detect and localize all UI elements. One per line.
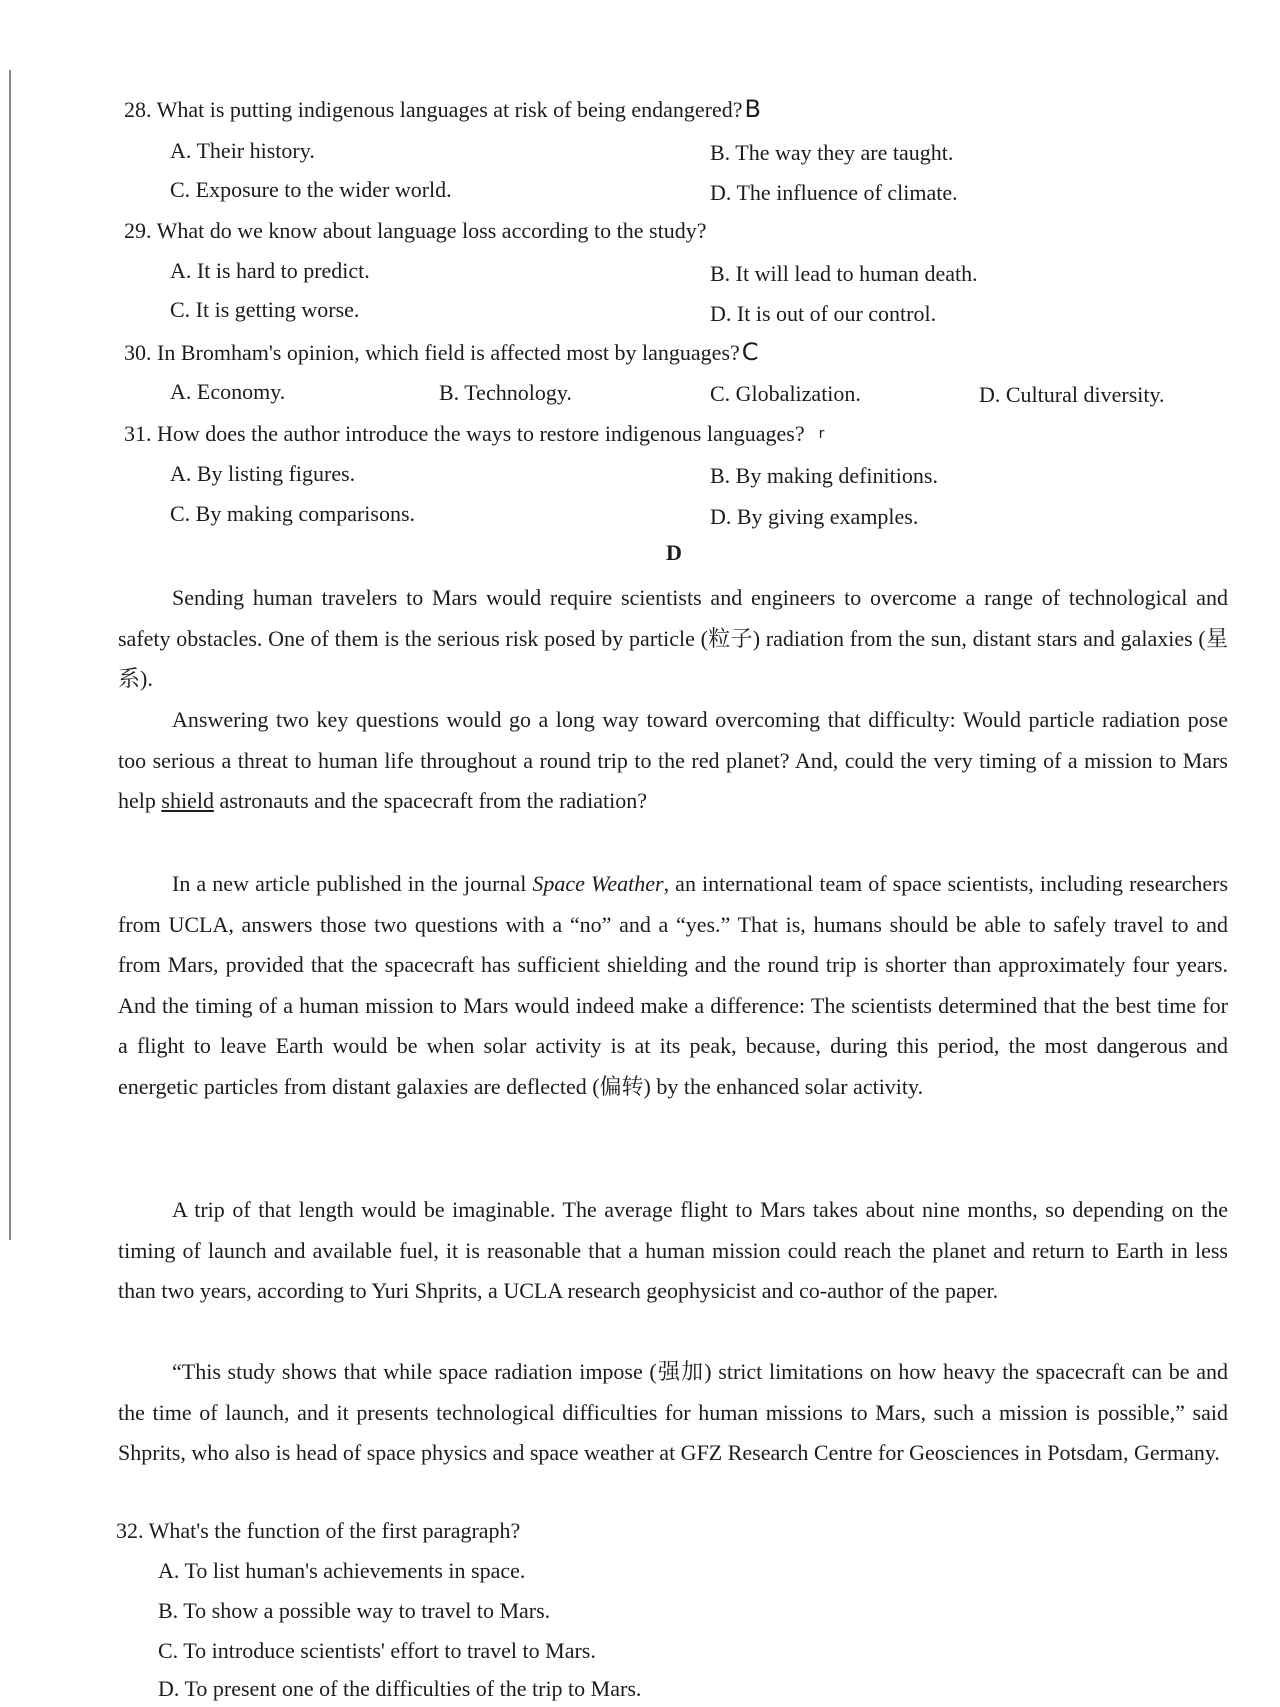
q28-option-b: B. The way they are taught. — [710, 140, 954, 165]
q32-option-b: B. To show a possible way to travel to Mars. — [158, 1598, 551, 1623]
q30-option-b: B. Technology. — [439, 380, 572, 405]
q28-option-c: C. Exposure to the wider world. — [170, 177, 452, 202]
q31-option-b: B. By making definitions. — [710, 463, 938, 488]
paragraph-3-text-end: , an international team of space scientists, including researchers from UCLA, answers those two questions with a “no” and a “yes.” That is, humans should be able to safely travel to and from Mars, provided that the spacecraft has sufficient shielding and the round trip is shorter than approximately four years. And the timing of a human mission to Mars would indeed make a difference: The scientists determined that the best time for a flight to leave Earth would be when solar activity is at its peak, because, during this period, the most dangerous and energetic particles from distant galaxies are deflected (偏转) by the enhanced solar activity. — [118, 871, 1229, 1099]
passage-paragraph-2 — [118, 700, 1228, 822]
paragraph-2-text-end: astronauts and the spacecraft from the radiation? — [213, 788, 648, 813]
question-29-stem: 29. What do we know about language loss according to the study? — [124, 218, 707, 243]
question-31-stem: 31. How does the author introduce the ways to restore indigenous languages? — [124, 421, 805, 446]
q29-option-a: A. It is hard to predict. — [170, 258, 370, 283]
question-28 — [124, 95, 761, 124]
q32-option-a: A. To list human's achievements in space. — [158, 1558, 526, 1583]
q30-option-c: C. Globalization. — [710, 381, 861, 406]
q32-option-c: C. To introduce scientists' effort to travel to Mars. — [158, 1638, 596, 1663]
passage-paragraph-4: A trip of that length would be imaginable. The average flight to Mars takes about nine months, so depending on the timing of launch and available fuel, it is reasonable that a human mission could reach the planet and return to Earth in less than two years, according to Yuri Shprits, a UCLA research geophysicist and co-author of the paper. — [118, 1197, 1228, 1303]
q31-option-a: A. By listing figures. — [170, 461, 356, 486]
section-heading: D — [666, 540, 682, 565]
question-28-stem: 28. What is putting indigenous languages at risk of being endangered? — [124, 97, 743, 122]
paragraph-2-text-start: Answering two key questions would go a long way toward overcoming that difficulty: Would particle radiation pose too serious a threat to human life throughout a round trip to the red planet? And, could the very timing of a mission to Mars help — [118, 707, 1228, 813]
handwritten-answer-mark: C — [741, 338, 759, 366]
paragraph-3-text-start: In a new article published in the journal — [172, 871, 533, 896]
q29-option-b: B. It will lead to human death. — [710, 261, 978, 286]
q31-option-c: C. By making comparisons. — [170, 501, 416, 526]
question-30-stem: 30. In Bromham's opinion, which field is affected most by languages? — [124, 340, 740, 365]
q29-option-c: C. It is getting worse. — [170, 297, 360, 322]
handwritten-tick-mark: r — [818, 426, 825, 442]
passage-paragraph-1: Sending human travelers to Mars would require scientists and engineers to overcome a range of technological and safety obstacles. One of them is the serious risk posed by particle (粒子) radiation from the sun, distant stars and galaxies (星系). — [118, 585, 1228, 691]
page-margin-line — [9, 70, 11, 1240]
q30-option-a: A. Economy. — [170, 379, 286, 404]
q29-option-d: D. It is out of our control. — [710, 301, 937, 326]
passage-paragraph-3 — [118, 864, 1228, 1107]
underlined-word-shield: shield — [161, 788, 214, 813]
passage-paragraph-5: “This study shows that while space radiation impose (强加) strict limitations on how heavy the spacecraft can be and the time of launch, and it presents technological difficulties for human missions to Mars, such a mission is possible,” said Shprits, who also is head of space physics and space weather at GFZ Research Centre for Geosciences in Potsdam, Germany. — [118, 1359, 1228, 1465]
q30-option-d: D. Cultural diversity. — [979, 382, 1165, 407]
question-30 — [124, 338, 759, 367]
q32-option-d: D. To present one of the difficulties of the trip to Mars. — [158, 1676, 642, 1701]
question-32-stem: 32. What's the function of the first paragraph? — [116, 1518, 521, 1543]
q28-option-d: D. The influence of climate. — [710, 180, 958, 205]
journal-name: Space Weather — [532, 871, 664, 896]
handwritten-answer-mark: B — [744, 95, 761, 123]
q31-option-d: D. By giving examples. — [710, 504, 919, 529]
q28-option-a: A. Their history. — [170, 138, 315, 163]
question-31 — [124, 420, 824, 448]
